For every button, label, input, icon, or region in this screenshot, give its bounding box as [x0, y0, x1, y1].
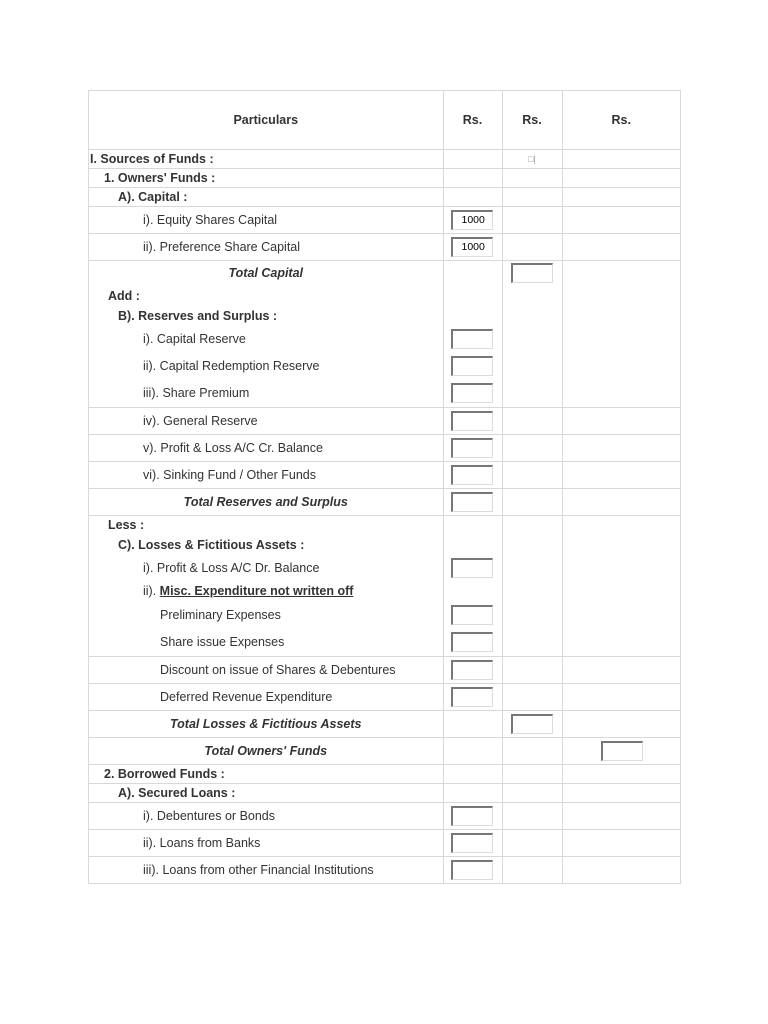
row-label-preference: ii). Preference Share Capital	[89, 233, 443, 260]
header-rs-2: Rs.	[502, 91, 562, 149]
row-label-capital-redemption: ii). Capital Redemption Reserve	[143, 359, 320, 373]
row-label-total-reserves: Total Reserves and Surplus	[89, 488, 443, 515]
table-row	[89, 233, 680, 260]
row-label-total-capital: Total Capital	[89, 260, 443, 286]
table-row	[89, 802, 680, 829]
table-row	[89, 683, 680, 710]
total-capital-input[interactable]	[511, 263, 553, 283]
balance-sheet-table	[89, 91, 680, 883]
row-label-pl-cr: v). Profit & Loss A/C Cr. Balance	[89, 434, 443, 461]
table-row	[89, 783, 680, 802]
table-row	[89, 554, 680, 581]
row-label-share-issue: Share issue Expenses	[160, 634, 285, 649]
row-label-less: Less :	[89, 515, 443, 535]
table-row	[89, 306, 680, 325]
row-label-sinking-fund: vi). Sinking Fund / Other Funds	[89, 461, 443, 488]
row-label-deferred: Deferred Revenue Expenditure	[89, 683, 443, 710]
table-row	[89, 829, 680, 856]
balance-sheet-form	[88, 90, 681, 884]
pl-cr-balance-input[interactable]	[451, 438, 493, 458]
table-row	[89, 710, 680, 737]
table-row	[89, 434, 680, 461]
table-row	[89, 856, 680, 883]
loans-from-fi-input[interactable]	[451, 860, 493, 880]
row-label-equity: i). Equity Shares Capital	[89, 206, 443, 233]
row-label-owners-funds: 1. Owners' Funds :	[89, 168, 443, 187]
row-label-reserves: B). Reserves and Surplus :	[118, 308, 278, 323]
table-row	[89, 628, 680, 656]
share-issue-expenses-input[interactable]	[451, 632, 493, 652]
table-row	[89, 380, 680, 407]
row-label-general-reserve: iv). General Reserve	[89, 407, 443, 434]
total-losses-input[interactable]	[511, 714, 553, 734]
table-row	[89, 737, 680, 764]
row-label-total-owners: Total Owners' Funds	[89, 737, 443, 764]
row-label-capital-reserve: i). Capital Reserve	[143, 331, 246, 346]
preliminary-expenses-input[interactable]	[451, 605, 493, 625]
total-owners-funds-input[interactable]	[601, 741, 643, 761]
row-label-loans-banks: ii). Loans from Banks	[89, 829, 443, 856]
row-label-misc-expenditure	[89, 581, 443, 601]
table-row	[89, 764, 680, 783]
row-label-debentures: i). Debentures or Bonds	[89, 802, 443, 829]
table-row	[89, 149, 680, 168]
table-row	[89, 168, 680, 187]
row-label-borrowed: 2. Borrowed Funds :	[89, 764, 443, 783]
deferred-revenue-input[interactable]	[451, 687, 493, 707]
table-row	[89, 407, 680, 434]
row-label-preliminary: Preliminary Expenses	[160, 607, 281, 622]
header-rs-3: Rs.	[562, 91, 680, 149]
table-row	[89, 535, 680, 554]
table-row	[89, 187, 680, 206]
equity-shares-input[interactable]: 1000	[451, 210, 493, 230]
row-label-loans-fi: iii). Loans from other Financial Institutions	[89, 856, 443, 883]
table-row	[89, 601, 680, 628]
table-row	[89, 515, 680, 535]
general-reserve-input[interactable]	[451, 411, 493, 431]
table-row	[89, 260, 680, 286]
pl-dr-balance-input[interactable]	[451, 558, 493, 578]
row-label-pl-dr: i). Profit & Loss A/C Dr. Balance	[143, 560, 320, 575]
share-premium-input[interactable]	[451, 383, 493, 403]
preference-shares-input[interactable]: 1000	[451, 237, 493, 257]
loans-from-banks-input[interactable]	[451, 833, 493, 853]
row-label-secured: A). Secured Loans :	[89, 783, 443, 802]
sinking-fund-input[interactable]	[451, 465, 493, 485]
misc-title: Misc. Expenditure not written off	[159, 584, 354, 598]
row-label-add: Add :	[108, 289, 140, 303]
debentures-input[interactable]	[451, 806, 493, 826]
table-row	[89, 461, 680, 488]
header-row	[89, 91, 680, 149]
table-row	[89, 352, 680, 380]
row-label-capital: A). Capital :	[89, 187, 443, 206]
row-label-sources: I. Sources of Funds :	[90, 151, 214, 166]
table-row	[89, 581, 680, 601]
capital-redemption-input[interactable]	[451, 356, 493, 376]
row-label-discount: Discount on issue of Shares & Debentures	[89, 656, 443, 683]
table-row	[89, 325, 680, 352]
capital-reserve-input[interactable]	[451, 329, 493, 349]
row-label-total-losses: Total Losses & Fictitious Assets	[89, 710, 443, 737]
header-rs-1: Rs.	[443, 91, 502, 149]
misc-prefix: ii).	[143, 584, 160, 598]
total-reserves-input[interactable]	[451, 492, 493, 512]
table-row	[89, 488, 680, 515]
row-label-share-premium: iii). Share Premium	[143, 386, 250, 401]
table-row	[89, 206, 680, 233]
placeholder-glyph-icon: □|	[528, 153, 536, 164]
row-label-losses: C). Losses & Fictitious Assets :	[118, 537, 305, 552]
table-row	[89, 656, 680, 683]
discount-on-issue-input[interactable]	[451, 660, 493, 680]
table-row	[89, 286, 680, 306]
header-particulars: Particulars	[89, 91, 443, 149]
